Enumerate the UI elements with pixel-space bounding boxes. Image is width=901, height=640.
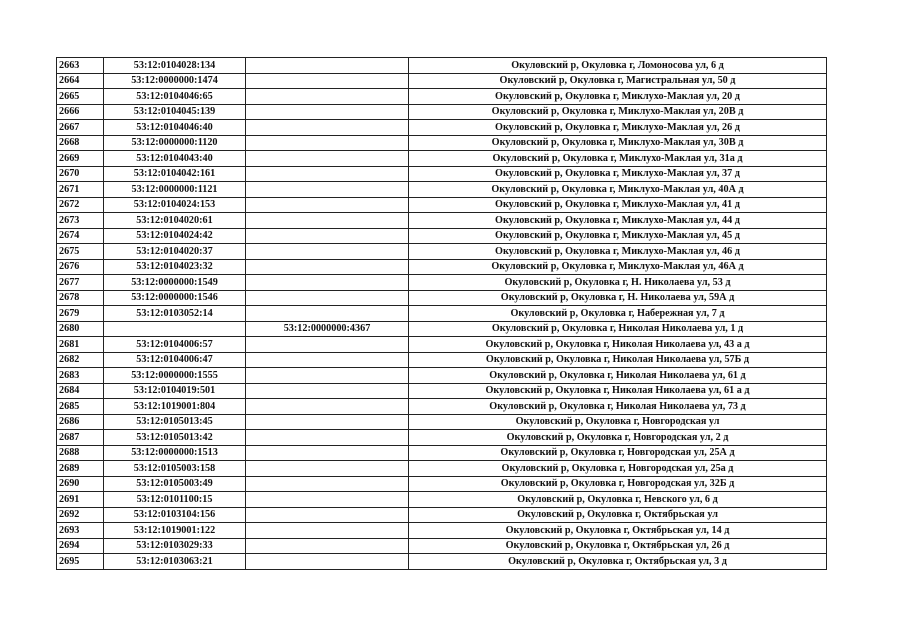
address-cell: Окуловский р, Окуловка г, Николая Николаева ул, 61 а д — [409, 383, 827, 399]
address-cell: Окуловский р, Окуловка г, Миклухо-Маклая ул, 31а д — [409, 151, 827, 167]
secondary-cadastral-number-cell — [246, 58, 409, 74]
row-number-cell: 2695 — [57, 554, 104, 570]
address-cell: Окуловский р, Окуловка г, Миклухо-Маклая ул, 37 д — [409, 166, 827, 182]
address-cell: Окуловский р, Окуловка г, Миклухо-Маклая ул, 26 д — [409, 120, 827, 136]
table-row — [57, 399, 827, 415]
secondary-cadastral-number-cell — [246, 461, 409, 477]
cadastral-number-cell: 53:12:0000000:1555 — [104, 368, 246, 384]
address-cell: Окуловский р, Окуловка г, Николая Николаева ул, 73 д — [409, 399, 827, 415]
cadastral-number-cell: 53:12:1019001:122 — [104, 523, 246, 539]
cadastral-number-cell: 53:12:0105003:158 — [104, 461, 246, 477]
cadastral-number-cell: 53:12:0104023:32 — [104, 259, 246, 275]
table-row — [57, 352, 827, 368]
address-cell: Окуловский р, Окуловка г, Ломоносова ул, 6 д — [409, 58, 827, 74]
secondary-cadastral-number-cell — [246, 538, 409, 554]
row-number-cell: 2683 — [57, 368, 104, 384]
table-row — [57, 182, 827, 198]
cadastral-number-cell: 53:12:0104019:501 — [104, 383, 246, 399]
address-cell: Окуловский р, Окуловка г, Новгородская ул, 25А д — [409, 445, 827, 461]
address-cell: Окуловский р, Окуловка г, Новгородская ул, 32Б д — [409, 476, 827, 492]
table-row — [57, 368, 827, 384]
address-cell: Окуловский р, Окуловка г, Н. Николаева ул, 53 д — [409, 275, 827, 291]
table-row — [57, 89, 827, 105]
row-number-cell: 2691 — [57, 492, 104, 508]
address-cell: Окуловский р, Окуловка г, Октябрьская ул, 14 д — [409, 523, 827, 539]
table-row — [57, 228, 827, 244]
secondary-cadastral-number-cell — [246, 244, 409, 260]
cadastral-number-cell: 53:12:0103104:156 — [104, 507, 246, 523]
secondary-cadastral-number-cell — [246, 476, 409, 492]
secondary-cadastral-number-cell — [246, 182, 409, 198]
row-number-cell: 2689 — [57, 461, 104, 477]
secondary-cadastral-number-cell — [246, 89, 409, 105]
cadastral-number-cell: 53:12:0103029:33 — [104, 538, 246, 554]
table-row — [57, 151, 827, 167]
secondary-cadastral-number-cell — [246, 166, 409, 182]
address-cell: Окуловский р, Окуловка г, Миклухо-Маклая ул, 20В д — [409, 104, 827, 120]
address-cell: Окуловский р, Окуловка г, Новгородская ул, 25а д — [409, 461, 827, 477]
cadastral-number-cell: 53:12:0105003:49 — [104, 476, 246, 492]
secondary-cadastral-number-cell — [246, 430, 409, 446]
cadastral-number-cell: 53:12:0104020:37 — [104, 244, 246, 260]
row-number-cell: 2669 — [57, 151, 104, 167]
secondary-cadastral-number-cell — [246, 414, 409, 430]
cadastral-number-cell: 53:12:0000000:1549 — [104, 275, 246, 291]
secondary-cadastral-number-cell — [246, 523, 409, 539]
cadastral-number-cell: 53:12:0104046:65 — [104, 89, 246, 105]
table-row — [57, 306, 827, 322]
row-number-cell: 2688 — [57, 445, 104, 461]
secondary-cadastral-number-cell — [246, 368, 409, 384]
cadastral-number-cell: 53:12:0000000:1121 — [104, 182, 246, 198]
cadastral-number-cell: 53:12:0104043:40 — [104, 151, 246, 167]
secondary-cadastral-number-cell — [246, 445, 409, 461]
table-row — [57, 120, 827, 136]
row-number-cell: 2677 — [57, 275, 104, 291]
row-number-cell: 2694 — [57, 538, 104, 554]
secondary-cadastral-number-cell — [246, 104, 409, 120]
cadastral-number-cell: 53:12:0103063:21 — [104, 554, 246, 570]
address-cell: Окуловский р, Окуловка г, Н. Николаева ул, 59А д — [409, 290, 827, 306]
address-cell: Окуловский р, Окуловка г, Новгородская ул — [409, 414, 827, 430]
row-number-cell: 2684 — [57, 383, 104, 399]
row-number-cell: 2667 — [57, 120, 104, 136]
table-row — [57, 383, 827, 399]
address-cell: Окуловский р, Окуловка г, Николая Николаева ул, 57Б д — [409, 352, 827, 368]
table-row — [57, 337, 827, 353]
row-number-cell: 2692 — [57, 507, 104, 523]
row-number-cell: 2682 — [57, 352, 104, 368]
row-number-cell: 2671 — [57, 182, 104, 198]
secondary-cadastral-number-cell — [246, 507, 409, 523]
secondary-cadastral-number-cell — [246, 383, 409, 399]
secondary-cadastral-number-cell — [246, 120, 409, 136]
registry-table — [56, 57, 827, 570]
address-cell: Окуловский р, Окуловка г, Миклухо-Маклая ул, 44 д — [409, 213, 827, 229]
table-row — [57, 445, 827, 461]
table-row — [57, 507, 827, 523]
secondary-cadastral-number-cell — [246, 197, 409, 213]
address-cell: Окуловский р, Окуловка г, Николая Николаева ул, 61 д — [409, 368, 827, 384]
table-row — [57, 213, 827, 229]
table-row — [57, 259, 827, 275]
cadastral-number-cell: 53:12:0104006:47 — [104, 352, 246, 368]
row-number-cell: 2674 — [57, 228, 104, 244]
table-row — [57, 58, 827, 74]
cadastral-number-cell: 53:12:0104024:42 — [104, 228, 246, 244]
address-cell: Окуловский р, Окуловка г, Миклухо-Маклая ул, 20 д — [409, 89, 827, 105]
cadastral-number-cell: 53:12:0101100:15 — [104, 492, 246, 508]
secondary-cadastral-number-cell — [246, 73, 409, 89]
row-number-cell: 2686 — [57, 414, 104, 430]
address-cell: Окуловский р, Окуловка г, Октябрьская ул — [409, 507, 827, 523]
secondary-cadastral-number-cell — [246, 228, 409, 244]
cadastral-number-cell — [104, 321, 246, 337]
row-number-cell: 2693 — [57, 523, 104, 539]
address-cell: Окуловский р, Окуловка г, Магистральная ул, 50 д — [409, 73, 827, 89]
address-cell: Окуловский р, Окуловка г, Миклухо-Маклая ул, 41 д — [409, 197, 827, 213]
document-sheet — [56, 57, 827, 570]
table-row — [57, 461, 827, 477]
table-row — [57, 321, 827, 337]
cadastral-number-cell: 53:12:0105013:45 — [104, 414, 246, 430]
cadastral-number-cell: 53:12:0104042:161 — [104, 166, 246, 182]
table-row — [57, 73, 827, 89]
address-cell: Окуловский р, Окуловка г, Миклухо-Маклая ул, 40А д — [409, 182, 827, 198]
table-row — [57, 430, 827, 446]
secondary-cadastral-number-cell — [246, 554, 409, 570]
table-row — [57, 275, 827, 291]
cadastral-number-cell: 53:12:0104006:57 — [104, 337, 246, 353]
cadastral-number-cell: 53:12:0104045:139 — [104, 104, 246, 120]
secondary-cadastral-number-cell — [246, 259, 409, 275]
row-number-cell: 2678 — [57, 290, 104, 306]
table-row — [57, 135, 827, 151]
row-number-cell: 2670 — [57, 166, 104, 182]
table-row — [57, 290, 827, 306]
secondary-cadastral-number-cell: 53:12:0000000:4367 — [246, 321, 409, 337]
address-cell: Окуловский р, Окуловка г, Николая Николаева ул, 1 д — [409, 321, 827, 337]
cadastral-number-cell: 53:12:0103052:14 — [104, 306, 246, 322]
secondary-cadastral-number-cell — [246, 151, 409, 167]
secondary-cadastral-number-cell — [246, 337, 409, 353]
row-number-cell: 2690 — [57, 476, 104, 492]
row-number-cell: 2676 — [57, 259, 104, 275]
table-row — [57, 476, 827, 492]
table-row — [57, 166, 827, 182]
cadastral-number-cell: 53:12:0000000:1513 — [104, 445, 246, 461]
table-row — [57, 197, 827, 213]
secondary-cadastral-number-cell — [246, 135, 409, 151]
table-row — [57, 523, 827, 539]
row-number-cell: 2687 — [57, 430, 104, 446]
table-row — [57, 414, 827, 430]
secondary-cadastral-number-cell — [246, 399, 409, 415]
cadastral-number-cell: 53:12:0000000:1546 — [104, 290, 246, 306]
cadastral-number-cell: 53:12:1019001:804 — [104, 399, 246, 415]
row-number-cell: 2675 — [57, 244, 104, 260]
secondary-cadastral-number-cell — [246, 306, 409, 322]
cadastral-number-cell: 53:12:0104024:153 — [104, 197, 246, 213]
address-cell: Окуловский р, Окуловка г, Миклухо-Маклая ул, 30В д — [409, 135, 827, 151]
address-cell: Окуловский р, Окуловка г, Октябрьская ул, 3 д — [409, 554, 827, 570]
row-number-cell: 2664 — [57, 73, 104, 89]
address-cell: Окуловский р, Окуловка г, Миклухо-Маклая ул, 45 д — [409, 228, 827, 244]
address-cell: Окуловский р, Окуловка г, Октябрьская ул, 26 д — [409, 538, 827, 554]
row-number-cell: 2668 — [57, 135, 104, 151]
table-row — [57, 538, 827, 554]
table-row — [57, 244, 827, 260]
cadastral-number-cell: 53:12:0104020:61 — [104, 213, 246, 229]
address-cell: Окуловский р, Окуловка г, Николая Николаева ул, 43 а д — [409, 337, 827, 353]
row-number-cell: 2685 — [57, 399, 104, 415]
cadastral-number-cell: 53:12:0104046:40 — [104, 120, 246, 136]
secondary-cadastral-number-cell — [246, 275, 409, 291]
secondary-cadastral-number-cell — [246, 213, 409, 229]
secondary-cadastral-number-cell — [246, 492, 409, 508]
table-body — [57, 58, 827, 570]
cadastral-number-cell: 53:12:0000000:1474 — [104, 73, 246, 89]
row-number-cell: 2673 — [57, 213, 104, 229]
cadastral-number-cell: 53:12:0105013:42 — [104, 430, 246, 446]
secondary-cadastral-number-cell — [246, 352, 409, 368]
row-number-cell: 2680 — [57, 321, 104, 337]
row-number-cell: 2666 — [57, 104, 104, 120]
cadastral-number-cell: 53:12:0104028:134 — [104, 58, 246, 74]
table-row — [57, 104, 827, 120]
address-cell: Окуловский р, Окуловка г, Миклухо-Маклая ул, 46А д — [409, 259, 827, 275]
row-number-cell: 2663 — [57, 58, 104, 74]
row-number-cell: 2672 — [57, 197, 104, 213]
table-row — [57, 554, 827, 570]
row-number-cell: 2665 — [57, 89, 104, 105]
table-row — [57, 492, 827, 508]
secondary-cadastral-number-cell — [246, 290, 409, 306]
address-cell: Окуловский р, Окуловка г, Миклухо-Маклая ул, 46 д — [409, 244, 827, 260]
address-cell: Окуловский р, Окуловка г, Набережная ул, 7 д — [409, 306, 827, 322]
row-number-cell: 2679 — [57, 306, 104, 322]
row-number-cell: 2681 — [57, 337, 104, 353]
address-cell: Окуловский р, Окуловка г, Невского ул, 6 д — [409, 492, 827, 508]
address-cell: Окуловский р, Окуловка г, Новгородская ул, 2 д — [409, 430, 827, 446]
cadastral-number-cell: 53:12:0000000:1120 — [104, 135, 246, 151]
